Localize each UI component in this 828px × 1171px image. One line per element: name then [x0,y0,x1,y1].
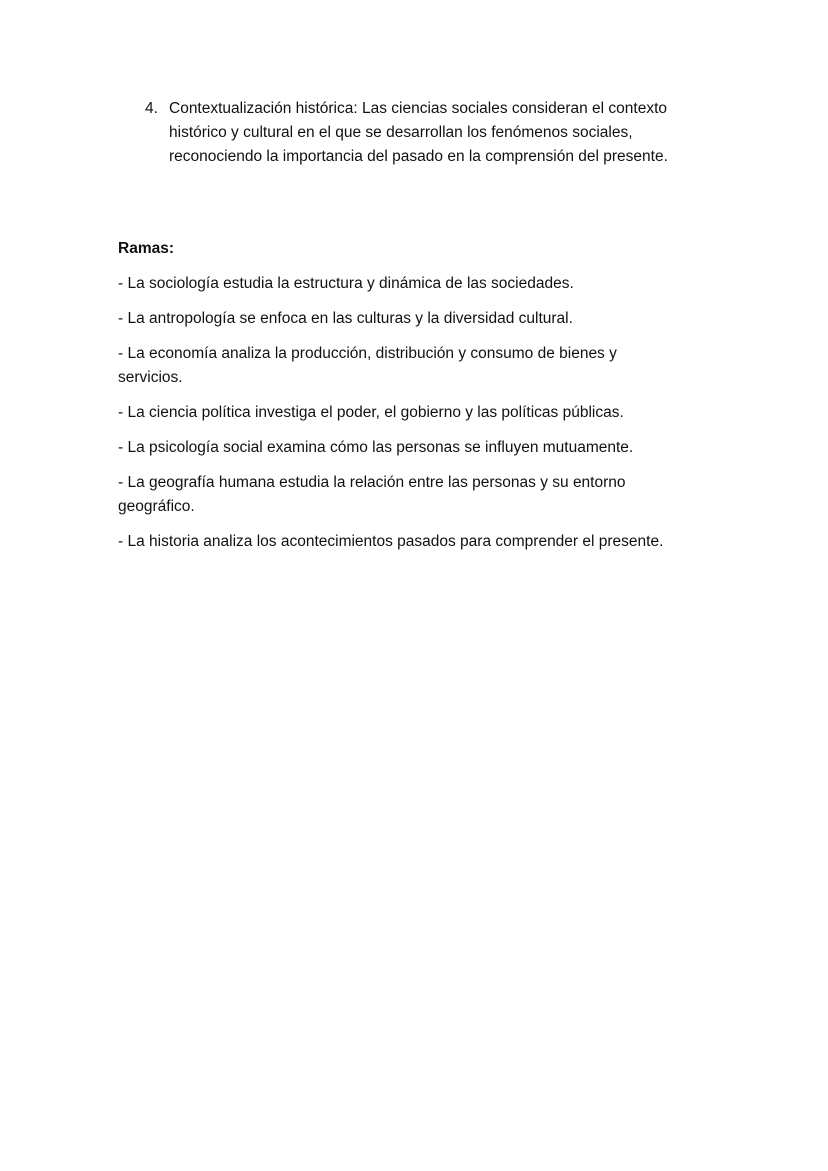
numbered-list-item [145,97,705,169]
branch-item-sociologia: - La sociología estudia la estructura y dinámica de las sociedades. [118,275,574,292]
branch-item-economia: - La economía analiza la producción, distribución y consumo de bienes y servicios. [118,345,617,386]
branch-item-antropologia: - La antropología se enfoca en las culturas y la diversidad cultural. [118,310,573,327]
list-item-text: Contextualización histórica: Las ciencias sociales consideran el contexto histórico y cultural en el que se desarrollan los fenómenos sociales, reconociendo la importancia del pasado en la comprensión del presente. [169,100,668,165]
branch-item-geografia-humana: - La geografía humana estudia la relación entre las personas y su entorno geográfico. [118,474,626,515]
list-number: 4. [145,100,158,117]
branch-item-psicologia-social: - La psicología social examina cómo las personas se influyen mutuamente. [118,439,634,456]
ramas-section [118,237,678,565]
branch-item-ciencia-politica: - La ciencia política investiga el poder, el gobierno y las políticas públicas. [118,404,624,421]
ramas-heading: Ramas: [118,240,174,257]
branch-item-historia: - La historia analiza los acontecimientos pasados para comprender el presente. [118,533,664,550]
